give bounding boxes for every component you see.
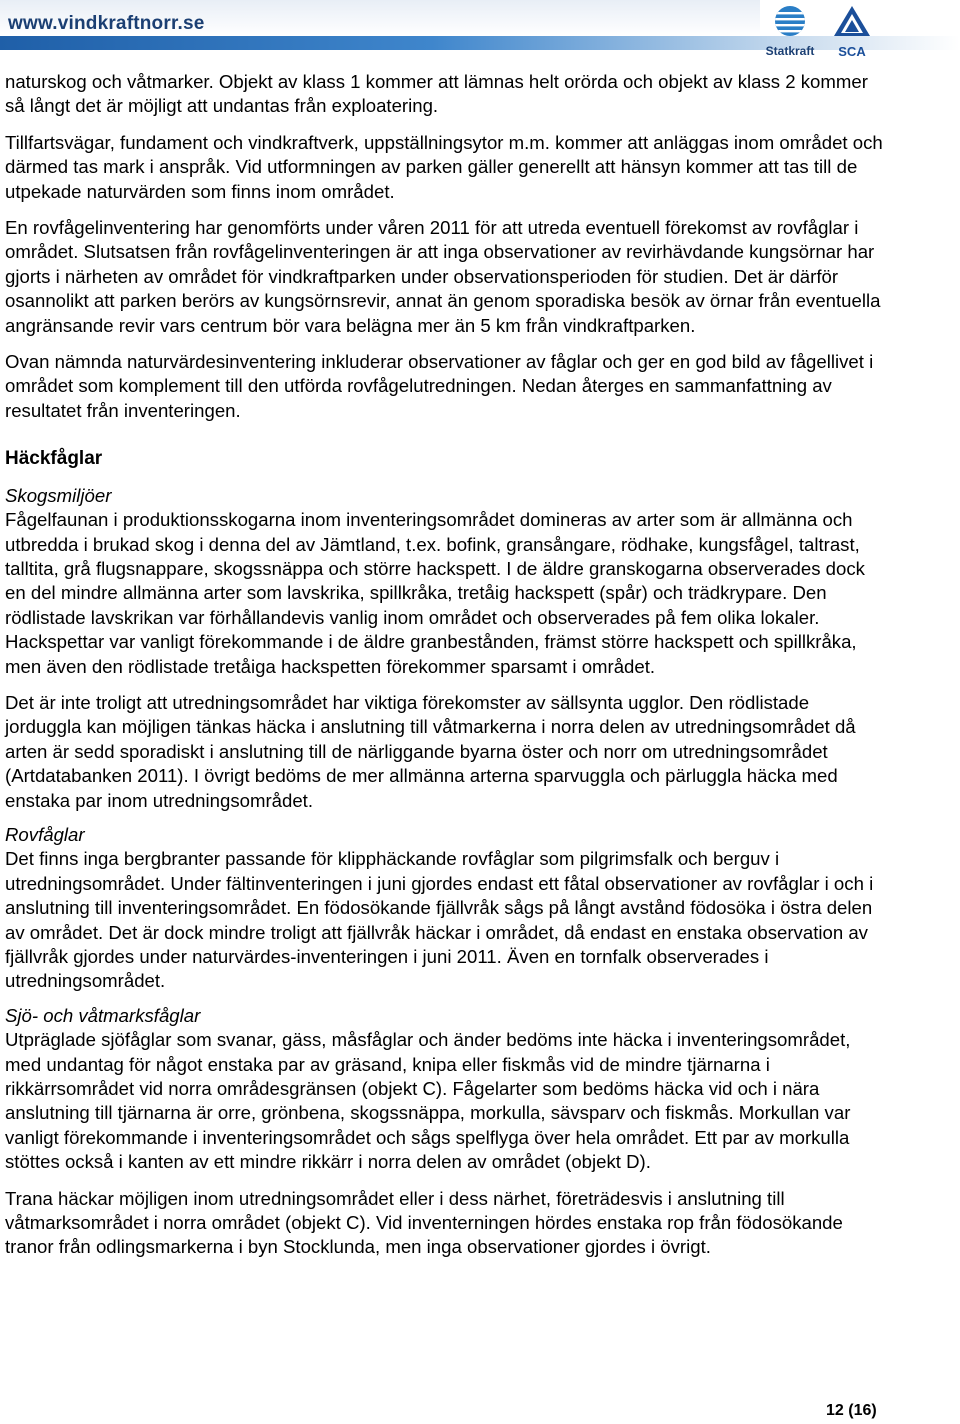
paragraph: Det är inte troligt att utredningsområdet har viktiga förekomster av sällsynta ugglor. Den rödlistade jorduggla kan möjligen tänkas häcka i anslutning till våtmarkerna i norra delen av utredningsområdet då arten är sedd sporadiskt i anslutning till de närliggande byarna öster och norr om utredningsområdet (Artdatabanken 2011). I övrigt bedöms de mer allmänna arterna sparvuggla och pärluggla häcka med enstaka par inom utredningsområdet. xyxy=(5,691,856,811)
statkraft-label: Statkraft xyxy=(765,44,815,58)
sca-logo xyxy=(830,4,874,59)
statkraft-globe-icon xyxy=(770,4,810,38)
statkraft-logo xyxy=(762,4,818,58)
paragraph: Tillfartsvägar, fundament och vindkraftverk, uppställningsytor m.m. kommer att anläggas inom området och därmed tas mark i anspråk. Vid utformningen av parken gäller generellt att hänsyn kommer att tas till de utpekade naturvärden som finns inom området. xyxy=(5,131,883,202)
page-header xyxy=(0,0,960,62)
document-body xyxy=(5,70,890,1260)
site-url[interactable]: www.vindkraftnorr.se xyxy=(8,13,205,34)
subsection-heading: Sjö- och våtmarksfåglar xyxy=(5,1004,201,1026)
paragraph: Ovan nämnda naturvärdesinventering inkluderar observationer av fåglar och ger en god bild av fågellivet i området som komplement till den utförda rovfågelutredningen. Nedan återges en sammanfattning av resultatet från inventeringen. xyxy=(5,351,874,421)
subsection-heading: Rovfåglar xyxy=(5,823,85,845)
sca-label: SCA xyxy=(838,44,866,59)
section-heading: Häckfåglar xyxy=(5,448,103,470)
paragraph: Utpräglade sjöfåglar som svanar, gäss, måsfåglar och änder bedöms inte häcka i inventeringsområdet, med undantag för något enstaka par av gräsand, knipa eller fiskmås vid de mindre tjärnarna i rikkärrsområdet vid norra områdesgränsen (objekt C). Fågelarter som bedöms häcka vid och i nära anslutning till tjärnarna är orre, grönbena, skogssnäppa, morkulla, sävsparv och fiskmås. Morkullan var vanligt förekommande i inventeringsområdet och sågs spelflyga över hela området. Ett par av morkulla stöttes också i kanten av ett mindre rikkärr i norra delen av området (objekt D). xyxy=(5,1029,851,1173)
paragraph: Fågelfaunan i produktionsskogarna inom inventeringsområdet domineras av arter som är allmänna och utbredda i brukad skog i denna del av Jämtland, t.ex. bofink, gransångare, rödhake, kungsfågel, taltrast, talltita, grå flugsnappare, skogssnäppa och större hackspett. I de äldre granskogarna observerades dock en del mindre allmänna arter som lavskrika, spillkråka, tretåig hackspett (spår) och trädkrypare. Den rödlistade lavskrikan var förhållandevis vanlig inom området och observerades på fem olika lokaler. Hackspettar var vanligt förekommande i de äldre granbestånden, främst större hackspett och spillkråka, men även den rödlistade tretåiga hackspetten förekommer sparsamt i området. xyxy=(5,509,865,677)
page-number: 12 (16) xyxy=(826,1402,877,1419)
paragraph: Trana häckar möjligen inom utredningsområdet eller i dess närhet, företrädesvis i anslutning till våtmarksområdet i norra området (objekt C). Vid inventerningen hördes enstaka rop från födosökande tranor från odlingsmarkerna i byn Stocklunda, men inga observationer gjordes i övrigt. xyxy=(5,1187,843,1258)
paragraph: En rovfågelinventering har genomförts under våren 2011 för att utreda eventuell förekomst av rovfåglar i området. Slutsatsen från rovfågelinventeringen är att inga observationer av revirhävdande kungsörnar har gjorts i närheten av området för vindkraftparken under observationsperioden för studien. Det är därför osannolikt att parken berörs av kungsörnsrevir, annat än genom sporadiska besök av örnar från eventuella angränsande revir vars centrum bör vara belägna mer än 5 km från vindkraftparken. xyxy=(5,217,881,336)
sca-mountain-icon xyxy=(832,4,872,38)
paragraph: naturskog och våtmarker. Objekt av klass 1 kommer att lämnas helt orörda och objekt av klass 2 kommer så långt det är möjligt att undantas från exploatering. xyxy=(5,71,868,117)
subsection-heading: Skogsmiljöer xyxy=(5,484,112,506)
paragraph: Det finns inga bergbranter passande för klipphäckande rovfåglar som pilgrimsfalk och berguv i utredningsområdet. Under fältinventeringen i juni gjordes endast ett fåtal observationer av rovfåglar i och i anslutning till inventeringsområdet. En födosökande fjällvråk sågs på långt avstånd födosöka i östra delen av området. Det är dock mindre troligt att fjällvråk häckar i området, då endast en enstaka observation av fjällvråk gjordes under naturvärdes-inventeringen i juni 2011. Även en tornfalk observerades i utredningsområdet. xyxy=(5,848,874,992)
